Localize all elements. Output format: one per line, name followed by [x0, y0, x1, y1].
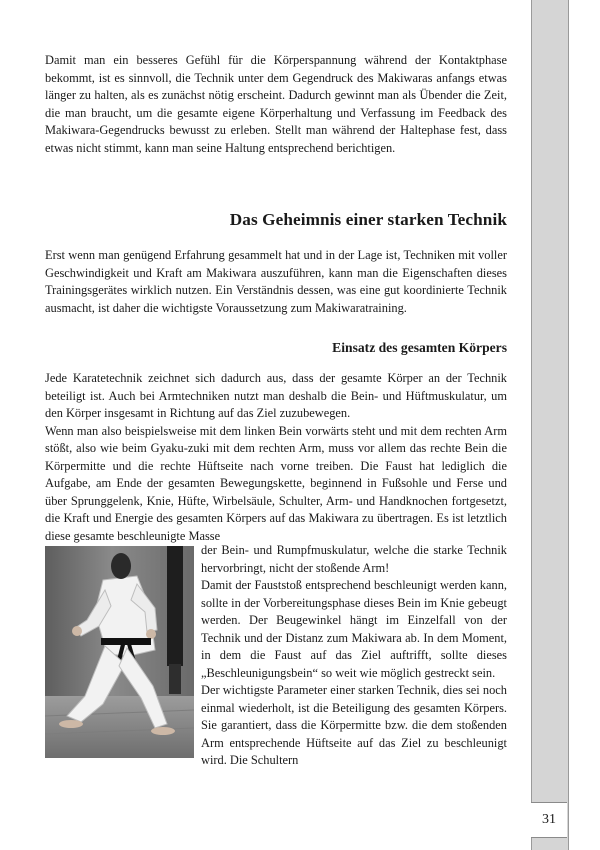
secret-paragraph: Erst wenn man genügend Erfahrung gesammelt hat und in der Lage ist, Techniken mit voller Geschwindigkeit und Kraft am Makiwara auszuführen, kann man die Eigenschaften dieses Trainingsgerätes wirklich nutzen. Ein Verständnis dessen, was eine gut koordinierte Technik ausmacht, ist daher die wichtigste Voraussetzung zum Makiwaratraining. [45, 248, 507, 315]
wrap-paragraph-a: der Bein- und Rumpfmuskulatur, welche die starke Technik hervorbringt, nicht der stoßende Arm! [201, 543, 507, 575]
intro-block [45, 52, 507, 157]
intro-paragraph: Damit man ein besseres Gefühl für die Körperspannung während der Kontaktphase bekommt, ist es sinnvoll, die Technik unter dem Gegendruck des Makiwaras anfangs etwas länger zu halten, als es zunächst nötig erscheint. Dadurch gewinnt man als Übender die Zeit, die man braucht, um die gesamte eigene Körperhaltung und Verfassung im Feedback des Makiwara-Gegendrucks bewusst zu erleben. Stellt man während der Haltephase fest, dass etwas nicht stimmt, kann man seine Haltung entsprechend berichtigen. [45, 53, 507, 155]
page-margin-bar [531, 0, 569, 850]
section-heading: Das Geheimnis einer starken Technik [229, 210, 507, 229]
karate-photo [45, 546, 194, 758]
wrap-paragraph-b: Damit der Fauststoß entsprechend beschleunigt werden kann, sollte in der Vorbereitungsphase dieses Bein im Knie gebeugt werden. Der Beugewinkel hängt im Einzelfall von der Technik und der Distanz zum Makiwara ab. In dem Moment, in dem die Faust auf das Ziel auftrifft, sollte dieses „Beschleunigungsbein“ so weit wie möglich gestreckt sein. [201, 578, 507, 680]
wrap-paragraph-c: Der wichtigste Parameter einer starken Technik, dies sei noch einmal wiederholt, ist die Beteiligung des gesamten Körpers. Sie garantiert, dass die Körpermitte bzw. die dem stoßenden Arm entsprechende Hüftseite auf das Ziel zu beschleunigt wird. Die Schultern [201, 683, 507, 767]
body-paragraph-b: Wenn man also beispielsweise mit dem linken Bein vorwärts steht und mit dem rechten Arm stößt, also wie beim Gyaku-zuki mit dem rechten Arm, muss vor allem das rechte Bein die Körpermitte und die rechte Hüftseite nach vorne treiben. Die Faust hat lediglich die Aufgabe, am Ende der gesamten Bewegungskette, beginnend in Fußsohle und Ferse und über Sprunggelenk, Knie, Hüfte, Wirbelsäule, Schulter, Arm- und Handknochen fortgesetzt, die Kraft und Energie des gesamten Körpers auf das Makiwara zu übertragen. Es ist letztlich diese gesamte beschleunigte Masse [45, 423, 507, 543]
page-number: 31 [531, 802, 567, 838]
secret-block [45, 247, 507, 317]
wrapped-text-block [201, 542, 507, 770]
subsection-heading: Einsatz des gesamten Körpers [332, 340, 507, 355]
karate-figure-image [45, 546, 194, 758]
body-paragraph-a: Jede Karatetechnik zeichnet sich dadurch aus, dass der gesamte Körper an der Technik beteiligt ist. Auch bei Armtechniken nutzt man deshalb die Bein- und Hüftmuskulatur, um den Körper insgesamt in Richtung auf das Ziel zuzubewegen. [45, 371, 507, 420]
body-block [45, 370, 507, 545]
